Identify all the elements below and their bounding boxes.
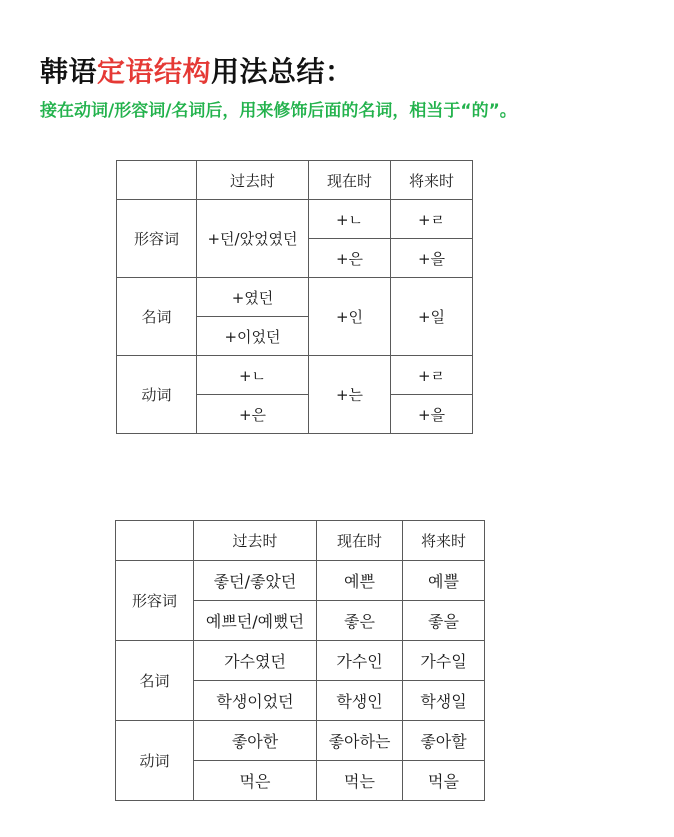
verb-future-suffix: +을	[391, 395, 473, 434]
examples-table	[115, 520, 485, 801]
adjective-past-example: 좋던/좋았던	[194, 561, 317, 601]
row-label-verb: 动词	[116, 721, 194, 801]
verb-future-suffix: +ㄹ	[391, 356, 473, 395]
header-past: 过去时	[197, 161, 309, 200]
verb-past-example: 먹은	[194, 761, 317, 801]
adjective-past-example: 예쁘던/예뻤던	[194, 601, 317, 641]
suffix-rules-table	[116, 160, 473, 434]
table-row	[117, 200, 473, 239]
adjective-future-suffix: +을	[391, 239, 473, 278]
noun-past-suffix: +이었던	[197, 317, 309, 356]
noun-past-suffix: +였던	[197, 278, 309, 317]
header-future: 将来时	[403, 521, 485, 561]
verb-present-example: 먹는	[317, 761, 403, 801]
table-header-row	[117, 161, 473, 200]
adjective-present-example: 좋은	[317, 601, 403, 641]
adjective-past-suffix: +던/았었였던	[197, 200, 309, 278]
table-row	[116, 721, 485, 761]
verb-past-suffix: +ㄴ	[197, 356, 309, 395]
row-label-verb: 动词	[117, 356, 197, 434]
noun-future-example: 가수일	[403, 641, 485, 681]
table-row	[116, 641, 485, 681]
adjective-future-example: 좋을	[403, 601, 485, 641]
row-label-adjective: 形容词	[116, 561, 194, 641]
adjective-present-suffix: +은	[309, 239, 391, 278]
adjective-present-example: 예쁜	[317, 561, 403, 601]
noun-past-example: 가수였던	[194, 641, 317, 681]
noun-present-suffix: +인	[309, 278, 391, 356]
row-label-noun: 名词	[116, 641, 194, 721]
verb-present-example: 좋아하는	[317, 721, 403, 761]
verb-future-example: 좋아할	[403, 721, 485, 761]
page-subtitle: 接在动词/形容词/名词后，用来修饰后面的名词，相当于“的”。	[40, 101, 517, 121]
noun-present-example: 가수인	[317, 641, 403, 681]
adjective-future-suffix: +ㄹ	[391, 200, 473, 239]
header-present: 现在时	[317, 521, 403, 561]
header-present: 现在时	[309, 161, 391, 200]
table-header-row	[116, 521, 485, 561]
verb-past-example: 좋아한	[194, 721, 317, 761]
header-past: 过去时	[194, 521, 317, 561]
noun-future-example: 학생일	[403, 681, 485, 721]
corner-cell	[116, 521, 194, 561]
adjective-future-example: 예쁠	[403, 561, 485, 601]
row-label-noun: 名词	[117, 278, 197, 356]
table-row	[116, 561, 485, 601]
table-row	[117, 278, 473, 317]
corner-cell	[117, 161, 197, 200]
verb-past-suffix: +은	[197, 395, 309, 434]
page-title	[40, 50, 354, 90]
noun-future-suffix: +일	[391, 278, 473, 356]
title-part1: 韩语	[40, 55, 98, 88]
noun-past-example: 학생이었던	[194, 681, 317, 721]
verb-future-example: 먹을	[403, 761, 485, 801]
row-label-adjective: 形容词	[117, 200, 197, 278]
noun-present-example: 학생인	[317, 681, 403, 721]
title-part2: 用法总结：	[211, 55, 354, 88]
verb-present-suffix: +는	[309, 356, 391, 434]
header-future: 将来时	[391, 161, 473, 200]
table-row	[117, 356, 473, 395]
title-highlight: 定语结构	[97, 55, 212, 88]
adjective-present-suffix: +ㄴ	[309, 200, 391, 239]
